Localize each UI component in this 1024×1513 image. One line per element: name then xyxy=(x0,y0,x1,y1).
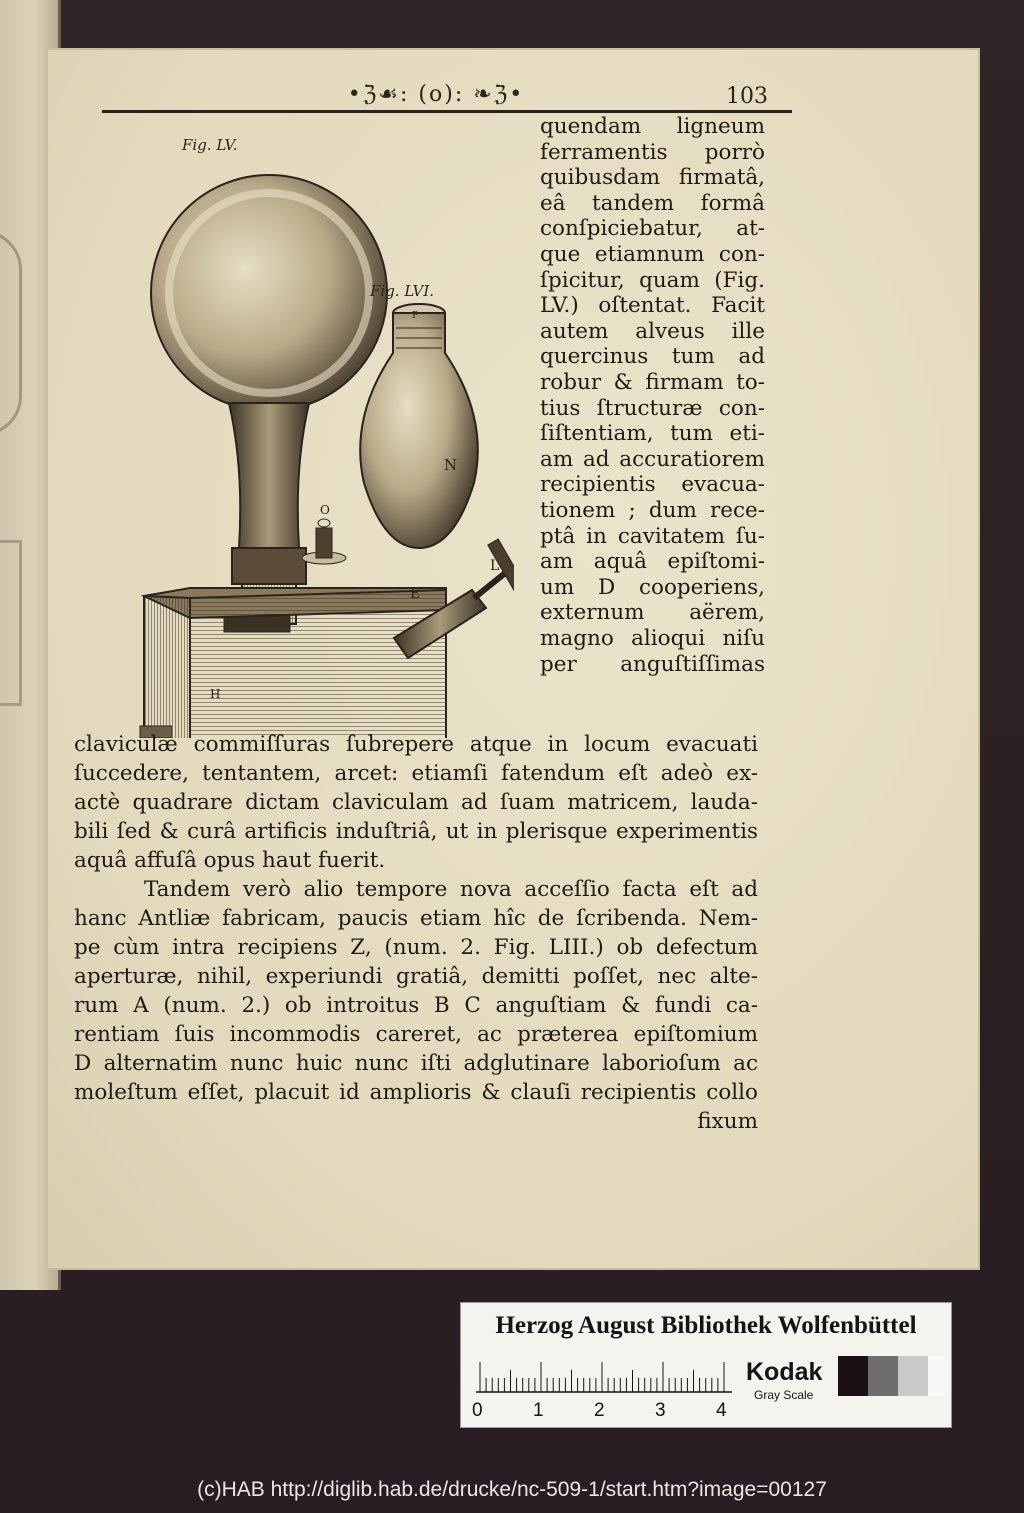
fig-lv-label: Fig. LV. xyxy=(182,136,238,154)
fig-lvi-label: Fig. LVI. xyxy=(370,282,435,300)
column-line: quendam ligneum xyxy=(540,114,765,139)
column-line: autem alveus ille xyxy=(540,318,765,344)
body-line: ſuccedere, tentantem, arcet: etiamſi fatendum eſt adeò ex- xyxy=(74,761,758,786)
label-n: N xyxy=(444,456,458,474)
column-line: ſiſtentiam, tum eti- xyxy=(540,421,765,447)
air-pump-engraving xyxy=(94,118,514,738)
book-page xyxy=(46,48,980,1270)
body-line: D alternatim nunc huic nunc iſti adglutinare laborioſum ac xyxy=(74,1051,758,1076)
label-l: L xyxy=(490,558,500,574)
column-line: tius ſtructuræ con- xyxy=(540,395,765,421)
page-number: 103 xyxy=(726,84,768,109)
column-line: um D cooperiens, xyxy=(540,574,765,600)
gray-swatch xyxy=(898,1356,928,1396)
gray-scale-label: Gray Scale xyxy=(754,1388,814,1402)
large-receiver-globe xyxy=(151,175,387,632)
column-line: ſpicitur, quam (Fig. xyxy=(540,267,765,293)
column-line: externum aërem, xyxy=(540,600,765,626)
gray-swatch xyxy=(838,1356,868,1396)
body-line: rum A (num. 2.) ob introitus B C anguſtiam & fundi ca- xyxy=(74,993,758,1018)
body-line: aquâ affuſâ opus haut fuerit. xyxy=(74,848,386,873)
body-line: moleſtum eſſet, placuit id amplioris & clauſi recipientis collo xyxy=(74,1080,758,1105)
column-line: LV.) oſtentat. Facit xyxy=(540,293,765,319)
library-name: Herzog August Bibliothek Wolfenbüttel xyxy=(495,1312,917,1339)
gray-swatch xyxy=(928,1356,948,1396)
column-line: recipientis evacua- xyxy=(540,472,765,498)
ruler-number: 2 xyxy=(594,1400,605,1421)
gray-swatch xyxy=(868,1356,898,1396)
column-line: per anguſtiſſimas xyxy=(540,651,765,677)
ruler-number: 1 xyxy=(533,1400,544,1421)
column-line: ptâ in cavitatem ſu- xyxy=(540,523,765,549)
label-h: H xyxy=(210,687,221,701)
column-line: am ad accuratiorem xyxy=(540,446,765,472)
column-line: ferramentis porrò xyxy=(540,139,765,165)
column-line: que etiamnum con- xyxy=(540,242,765,267)
library-color-card xyxy=(460,1302,952,1428)
previous-page-figure-fragment-2 xyxy=(0,540,22,706)
body-line: hanc Antliæ fabricam, paucis etiam hîc de ſcribenda. Nem- xyxy=(74,906,758,931)
header-ornament: •ℨ☙: (o): ❧ℨ• xyxy=(347,82,525,107)
body-line: pe cùm intra recipiens Z, (num. 2. Fig. LIII.) ob defectum xyxy=(74,935,758,960)
body-line: claviculæ commiſſuras ſubrepere atque in locum evacuati xyxy=(74,732,758,757)
column-line: am aquâ epiſtomi- xyxy=(540,549,765,575)
column-line: quercinus tum ad xyxy=(540,344,765,370)
kodak-logo: Kodak xyxy=(746,1358,823,1386)
catchword: fixum xyxy=(697,1109,758,1134)
body-line: rentiam ſuis incommodis careret, ac præterea epiſtomium xyxy=(74,1022,758,1047)
label-o: O xyxy=(320,503,330,517)
column-line: quibusdam firmatâ, xyxy=(540,165,765,191)
column-line: tionem ; dum rece- xyxy=(540,498,765,523)
column-line: eâ tandem formâ xyxy=(540,190,765,216)
footer-url: (c)HAB http://diglib.hab.de/drucke/nc-509-1/start.htm?image=00127 xyxy=(197,1478,827,1501)
ruler-number: 3 xyxy=(655,1400,666,1421)
column-line: magno alioqui niſu xyxy=(540,626,765,651)
small-stand xyxy=(302,519,346,564)
body-line: Tandem verò alio tempore nova acceſſio facta eſt ad xyxy=(144,877,758,902)
body-line: aperturæ, nihil, experiundi gratiâ, demitti poſſet, nec alte- xyxy=(74,964,758,989)
ruler-number: 4 xyxy=(716,1400,727,1421)
column-line: robur & firmam to- xyxy=(540,370,765,395)
previous-page-figure-fragment xyxy=(0,230,22,436)
label-p: P xyxy=(412,311,419,321)
oak-box xyxy=(140,588,446,738)
ruler xyxy=(474,1358,734,1394)
header-rule xyxy=(102,110,792,113)
body-line: actè quadrare dictam claviculam ad ſuam matricem, lauda- xyxy=(74,790,758,815)
body-line: bili ſed & curâ artificis induſtriâ, ut in plerisque experimentis xyxy=(74,819,758,844)
label-e: E xyxy=(410,586,421,602)
column-line: conſpiciebatur, at- xyxy=(540,216,765,242)
ruler-number: 0 xyxy=(472,1400,483,1421)
